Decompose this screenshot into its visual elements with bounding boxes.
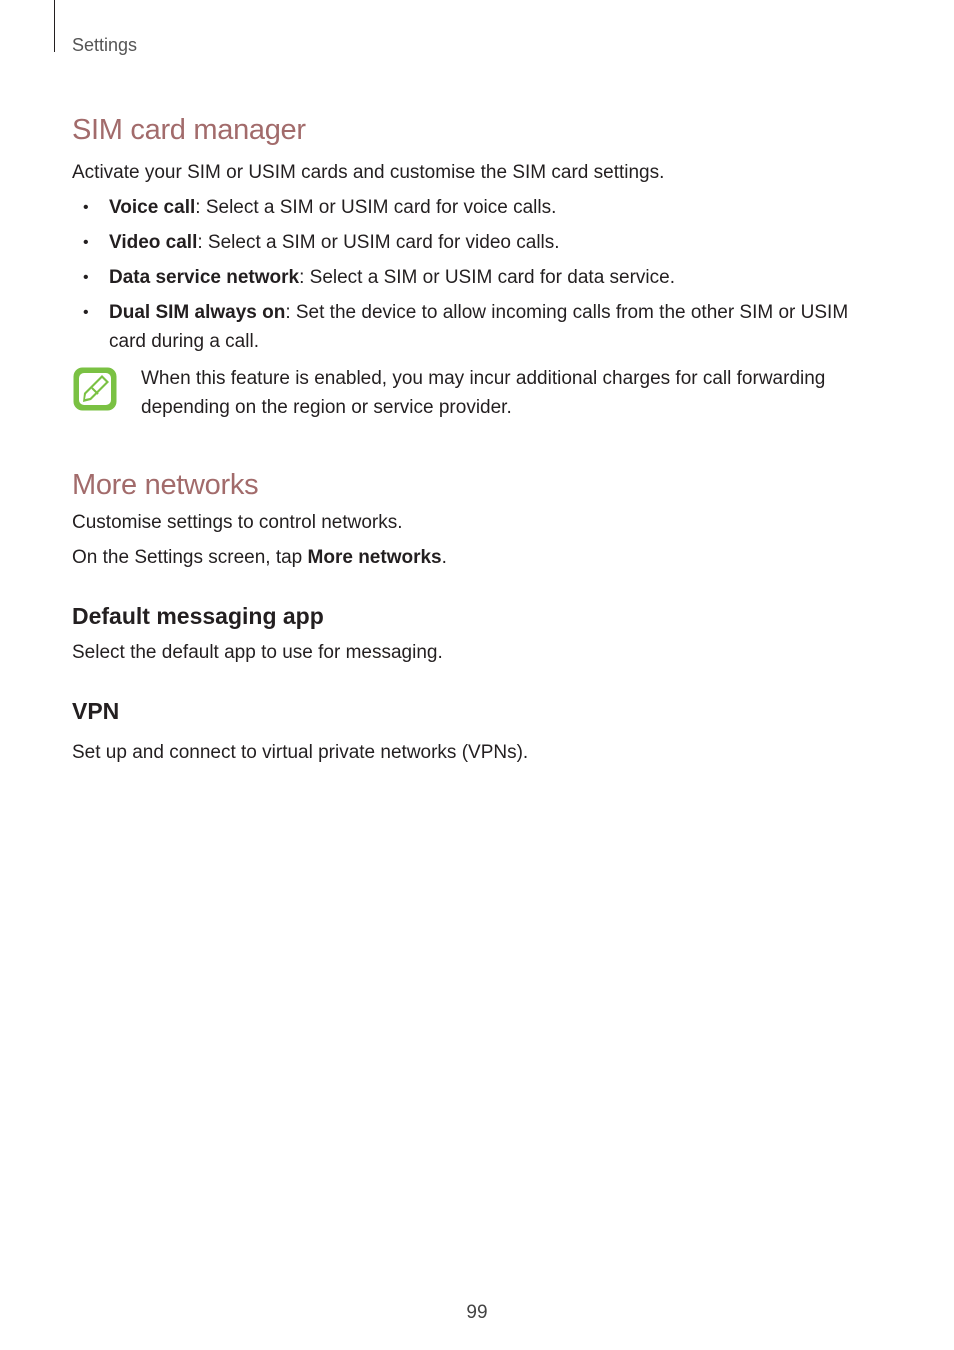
- vpn-body: Set up and connect to virtual private networks (VPNs).: [72, 742, 529, 763]
- note-pencil-icon: [72, 366, 118, 412]
- instruction-suffix: .: [441, 547, 447, 568]
- sim-intro: Activate your SIM or USIM cards and customise the SIM card settings.: [72, 162, 665, 183]
- vpn-heading: VPN: [72, 698, 120, 724]
- sim-card-manager-heading: SIM card manager: [72, 114, 306, 146]
- term: Video call: [109, 232, 198, 253]
- sim-options-list: [72, 193, 872, 356]
- bullet: •: [83, 234, 89, 251]
- term-description: : Set the device to allow incoming calls from the other SIM or USIM card during a call.: [109, 302, 849, 352]
- networks-instruction: [72, 543, 872, 572]
- more-networks-term: More networks: [307, 547, 442, 568]
- instruction-prefix: On the Settings screen, tap: [72, 547, 308, 568]
- bullet: •: [83, 304, 89, 321]
- term: Voice call: [109, 197, 196, 218]
- term: Data service network: [109, 267, 300, 288]
- running-header: Settings: [72, 35, 138, 55]
- term-description: : Select a SIM or USIM card for video calls.: [197, 232, 560, 253]
- term-description: : Select a SIM or USIM card for data service.: [299, 267, 676, 288]
- page-content: [72, 108, 872, 767]
- networks-intro: Customise settings to control networks.: [72, 512, 403, 533]
- note-box: [72, 364, 872, 422]
- page-number: 99: [466, 1302, 488, 1323]
- note-text: When this feature is enabled, you may incur additional charges for call forwarding depending on the region or service provider.: [141, 368, 826, 418]
- list-item: [72, 193, 872, 222]
- default-messaging-heading: Default messaging app: [72, 603, 324, 629]
- bullet: •: [83, 269, 89, 286]
- messaging-body: Select the default app to use for messaging.: [72, 642, 443, 663]
- more-networks-heading: More networks: [72, 469, 259, 501]
- term: Dual SIM always on: [109, 302, 286, 323]
- header-rule: [54, 0, 55, 52]
- bullet: •: [83, 199, 89, 216]
- list-item: [72, 228, 872, 257]
- term-description: : Select a SIM or USIM card for voice calls.: [195, 197, 557, 218]
- list-item: [72, 263, 872, 292]
- list-item: [72, 298, 872, 356]
